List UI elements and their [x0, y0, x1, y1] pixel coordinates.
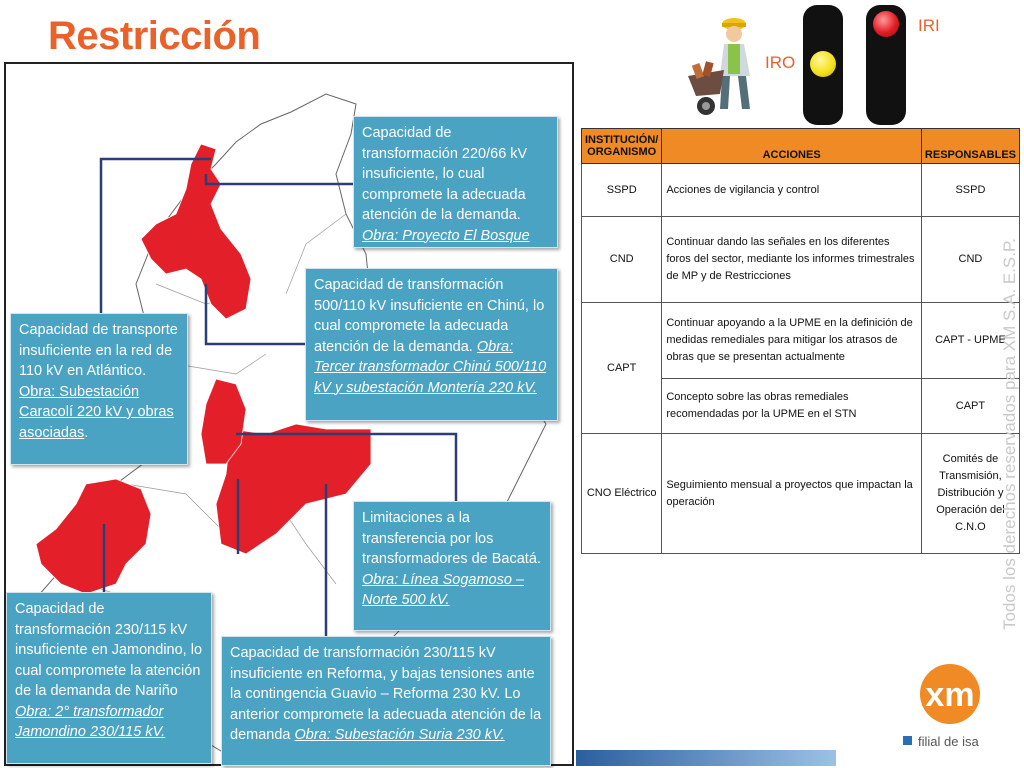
copyright-watermark: Todos los derechos reservados para XM S.A. E.S.P.: [1000, 238, 1019, 630]
cell-acc: Continuar apoyando a la UPME en la definición de medidas remediales para mitigar los atrasos de obras que se presentan actualmente: [662, 303, 922, 379]
red-lamp-icon: [873, 11, 899, 37]
callout-obra: Obra: Tercer transformador Chinú 500/110 kV y subestación Montería 220 kV.: [314, 338, 547, 396]
callout-obra: Obra: Proyecto El Bosque: [362, 227, 530, 244]
callout-obra-end: .: [84, 424, 89, 441]
logo-mark: xm: [925, 676, 975, 714]
worker-wheelbarrow-icon: [684, 14, 770, 124]
cell-inst: CAPT: [582, 303, 662, 434]
cell-acc: Acciones de vigilancia y control: [662, 164, 922, 217]
callout-reforma: [221, 636, 551, 766]
callout-bacata: [353, 501, 551, 631]
callout-obra: Obra: 2° transformador Jamondino 230/115 kV.: [15, 703, 166, 740]
callout-text: Capacidad de transformación 230/115 kV insuficiente en Reforma, y bajas tensiones ante la contingencia Guavio – Reforma 230 kV. Lo anterior compromete la adecuada atención de la demanda: [230, 645, 542, 743]
callout-text: Limitaciones a la transferencia por los transformadores de Bacatá.: [362, 510, 541, 567]
cell-resp: SSPD: [921, 164, 1019, 217]
table-header-row: [582, 129, 1020, 164]
isa-square-icon: [903, 736, 912, 745]
region-caribe: [141, 144, 251, 319]
header-resp: RESPONSABLES: [921, 129, 1019, 164]
cell-resp: CAPT - UPME: [921, 303, 1019, 379]
logo-subtitle: filial de isa: [918, 734, 979, 749]
cell-acc: Concepto sobre las obras remediales recomendadas por la UPME en el STN: [662, 379, 922, 434]
region-sur: [36, 479, 151, 594]
callout-obra: Obra: Línea Sogamoso – Norte 500 kV.: [362, 571, 525, 608]
iri-traffic-light: [866, 5, 906, 125]
cell-resp: CND: [921, 217, 1019, 303]
callout-text: Capacidad de transporte insuficiente en la red de 110 kV en Atlántico.: [19, 322, 178, 379]
callout-atlantico: [10, 313, 188, 465]
callout-text: Capacidad de transformación 500/110 kV insuficiente en Chinú, lo cual compromete la adecuada atención de la demanda.: [314, 277, 545, 355]
header-acc: ACCIONES: [662, 129, 922, 164]
iro-traffic-light: [803, 5, 843, 125]
table-row: [582, 303, 1020, 379]
header-inst: INSTITUCIÓN/ ORGANISMO: [582, 129, 662, 164]
iro-label: IRO: [765, 53, 796, 72]
table-row: [582, 164, 1020, 217]
table-row: [582, 217, 1020, 303]
table-row: [582, 434, 1020, 554]
cell-inst: CND: [582, 217, 662, 303]
callout-el-bosque: [353, 116, 558, 248]
callout-text: Capacidad de transformación 230/115 kV insuficiente en Jamondino, lo cual compromete la atención de la demanda de Nariño: [15, 601, 203, 699]
callout-jamondino: [6, 592, 212, 764]
cell-resp: CAPT: [921, 379, 1019, 434]
cell-resp: Comités de Transmisión, Distribución y Operación del C.N.O: [921, 434, 1019, 554]
callout-obra: Obra: Subestación Suria 230 kV.: [294, 727, 505, 743]
cell-inst: CNO Eléctrico: [582, 434, 662, 554]
yellow-lamp-icon: [810, 51, 836, 77]
cell-inst: SSPD: [582, 164, 662, 217]
actions-table: [581, 128, 1020, 554]
bottom-accent-bar: [576, 750, 836, 766]
callout-chinu: [305, 268, 558, 421]
cell-acc: Seguimiento mensual a proyectos que impactan la operación: [662, 434, 922, 554]
callout-text: Capacidad de transformación 220/66 kV insuficiente, lo cual compromete la adecuada atención de la demanda.: [362, 125, 528, 223]
iri-label: IRI: [918, 16, 940, 35]
cell-acc: Continuar dando las señales en los diferentes foros del sector, mediante los informes trimestrales de MP y de Restricciones: [662, 217, 922, 303]
callout-obra: Obra: Subestación Caracolí 220 kV y obras asociadas: [19, 383, 174, 441]
page-title: Restricción: [48, 14, 261, 58]
